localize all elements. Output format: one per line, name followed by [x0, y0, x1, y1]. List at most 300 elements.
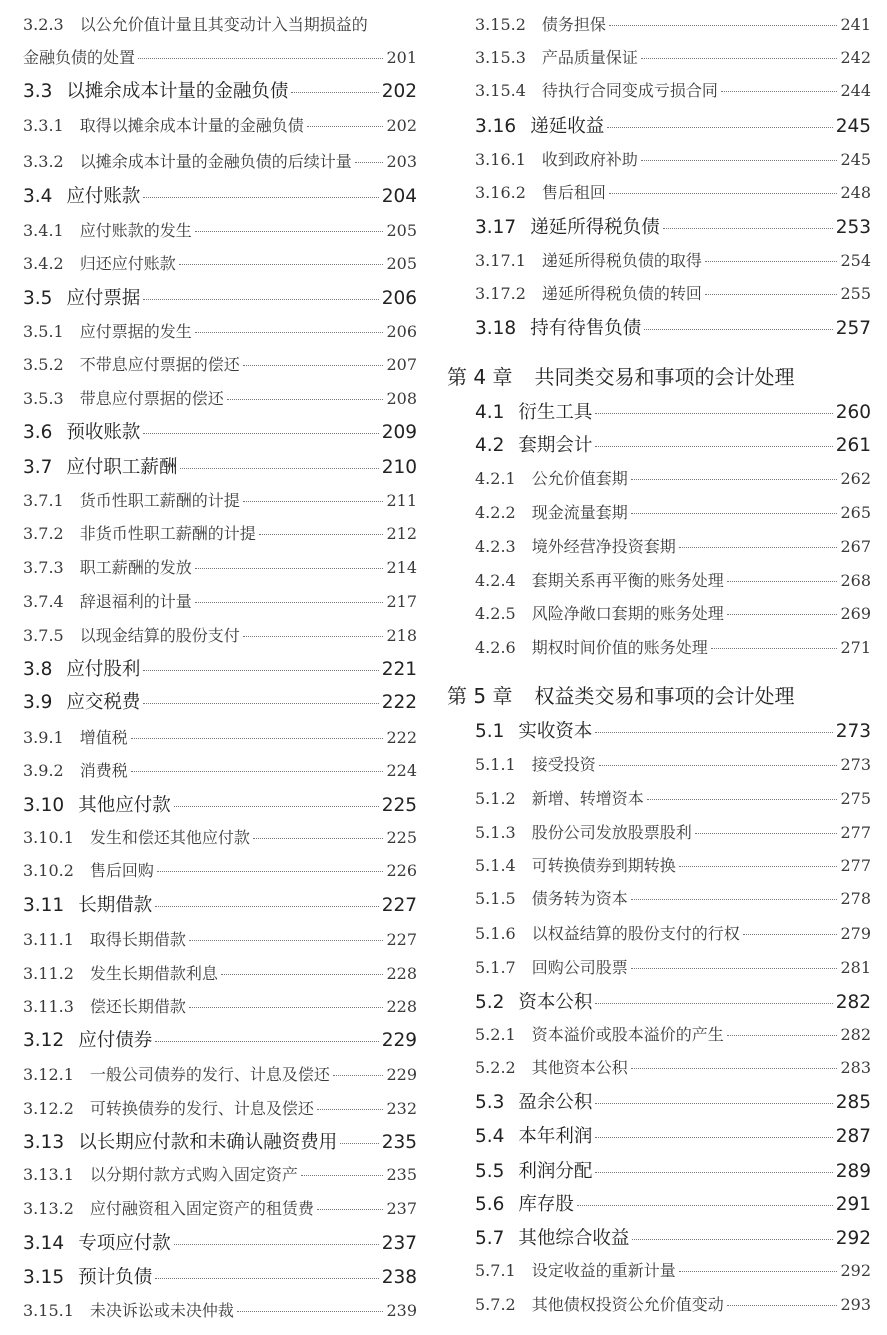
toc-entry-page: 253 — [835, 217, 871, 238]
toc-entry-number: 4.2.5 — [475, 604, 516, 623]
toc-entry-page: 206 — [386, 322, 417, 341]
dot-leader — [189, 940, 384, 941]
toc-entry-number: 3.7.3 — [23, 558, 64, 577]
toc-entry-number: 3.13 — [23, 1132, 65, 1153]
dot-leader — [131, 771, 384, 772]
dot-leader — [705, 261, 838, 262]
toc-entry — [475, 1292, 871, 1315]
toc-entry-number: 4.2.2 — [475, 503, 516, 522]
toc-entry-title: 以长期应付款和未确认融资费用 — [78, 1132, 338, 1153]
dot-leader — [595, 732, 832, 733]
toc-entry — [475, 955, 871, 978]
toc-entry-title: 盈余公积 — [518, 1092, 593, 1113]
toc-entry-title: 以摊余成本计量的金融负债 — [66, 81, 289, 102]
toc-entry-page: 262 — [840, 469, 871, 488]
dot-leader — [577, 1205, 833, 1206]
toc-entry-title: 递延收益 — [530, 116, 605, 137]
dot-leader — [721, 91, 838, 92]
dot-leader — [679, 547, 838, 548]
toc-entry — [23, 488, 417, 511]
toc-entry-page: 254 — [840, 251, 871, 270]
toc-entry-title: 其他资本公积 — [531, 1058, 628, 1077]
toc-entry — [23, 1196, 417, 1219]
toc-entry-number: 5.2 — [475, 992, 505, 1013]
toc-entry-title: 取得长期借款 — [89, 930, 186, 949]
toc-entry-page: 278 — [840, 889, 871, 908]
toc-entry-number: 5.7.2 — [475, 1295, 516, 1314]
dot-leader — [743, 934, 838, 935]
toc-entry-title: 风险净敞口套期的账务处理 — [531, 604, 724, 623]
dot-leader — [355, 162, 384, 163]
toc-entry-title: 消费税 — [79, 761, 128, 780]
toc-entry — [475, 534, 871, 557]
toc-entry-number: 3.2.3 — [23, 15, 64, 34]
dot-leader — [599, 765, 838, 766]
toc-entry-title: 设定收益的重新计量 — [531, 1261, 676, 1280]
toc-entry-page: 238 — [381, 1267, 417, 1288]
dot-leader — [607, 127, 832, 128]
dot-leader — [143, 197, 378, 198]
toc-entry-title: 以分期付款方式购入固定资产 — [89, 1165, 298, 1184]
toc-entry-page: 283 — [840, 1058, 871, 1077]
toc-entry-page: 268 — [840, 571, 871, 590]
toc-entry-title: 偿还长期借款 — [89, 997, 186, 1016]
dot-leader — [143, 433, 378, 434]
toc-entry — [23, 927, 417, 950]
toc-entry-title: 不带息应付票据的偿还 — [79, 355, 240, 374]
dot-leader — [195, 602, 384, 603]
toc-entry — [475, 281, 871, 304]
toc-entry-page: 282 — [835, 992, 871, 1013]
toc-entry-page: 273 — [835, 721, 871, 742]
toc-entry — [23, 1096, 417, 1119]
toc-entry-page: 265 — [840, 503, 871, 522]
toc-entry — [23, 319, 417, 342]
toc-entry-page: 281 — [840, 958, 871, 977]
toc-entry — [475, 752, 871, 775]
toc-entry-page: 206 — [381, 288, 417, 309]
toc-entry-number: 3.9.1 — [23, 728, 64, 747]
toc-entry-page: 287 — [835, 1126, 871, 1147]
toc-entry — [475, 147, 871, 170]
toc-entry-title: 发生长期借款利息 — [89, 964, 218, 983]
toc-entry-page: 207 — [386, 355, 417, 374]
toc-entry-page: 208 — [386, 389, 417, 408]
toc-entry-number: 3.3.1 — [23, 116, 64, 135]
toc-entry-title: 回购公司股票 — [531, 958, 628, 977]
dot-leader — [243, 636, 384, 637]
toc-entry-title: 待执行合同变成亏损合同 — [541, 81, 718, 100]
toc-entry-number: 3.3 — [23, 81, 53, 102]
toc-entry-title: 货币性职工薪酬的计提 — [79, 491, 240, 510]
dot-leader — [631, 968, 838, 969]
toc-entry — [23, 77, 417, 103]
toc-entry — [23, 994, 417, 1017]
toc-entry-page: 241 — [840, 15, 871, 34]
toc-entry-page: 237 — [386, 1199, 417, 1218]
dot-leader — [727, 614, 838, 615]
toc-entry-number: 3.4 — [23, 186, 53, 207]
dot-leader — [221, 974, 384, 975]
toc-entry-title: 套期关系再平衡的账务处理 — [531, 571, 724, 590]
toc-entry — [475, 398, 871, 424]
toc-entry-number: 3.15 — [23, 1267, 65, 1288]
toc-entry — [23, 655, 417, 681]
dot-leader — [143, 703, 378, 704]
toc-entry-number: 5.7.1 — [475, 1261, 516, 1280]
toc-entry-page: 209 — [381, 422, 417, 443]
toc-entry-number: 3.15.2 — [475, 15, 526, 34]
toc-entry-title: 产品质量保证 — [541, 48, 638, 67]
toc-entry-number: 3.4.2 — [23, 254, 64, 273]
toc-entry-page: 255 — [840, 284, 871, 303]
toc-entry-title: 职工薪酬的发放 — [79, 558, 192, 577]
dot-leader — [595, 446, 832, 447]
dot-leader — [301, 1175, 384, 1176]
toc-entry-title: 应付融资租入固定资产的租赁费 — [89, 1199, 314, 1218]
toc-entry-page: 271 — [840, 638, 871, 657]
toc-entry-page: 225 — [381, 795, 417, 816]
toc-entry-page: 202 — [381, 81, 417, 102]
toc-entry — [475, 601, 871, 624]
toc-entry-page: 248 — [840, 183, 871, 202]
dot-leader — [727, 1305, 838, 1306]
dot-leader — [157, 871, 384, 872]
toc-entry — [475, 213, 871, 239]
dot-leader — [179, 264, 384, 265]
toc-entry-title: 以现金结算的股份支付 — [79, 626, 240, 645]
toc-entry — [23, 1229, 417, 1255]
toc-entry-number: 3.16.2 — [475, 183, 526, 202]
toc-entry — [23, 825, 417, 848]
toc-entry — [23, 352, 417, 375]
toc-entry-title: 金融负债的处置 — [23, 48, 136, 67]
dot-leader — [695, 833, 838, 834]
toc-entry-title: 衍生工具 — [518, 402, 593, 423]
toc-entry-page: 261 — [835, 435, 871, 456]
toc-entry-number: 3.16.1 — [475, 150, 526, 169]
toc-entry-page: 221 — [381, 659, 417, 680]
toc-entry-page: 293 — [840, 1295, 871, 1314]
toc-entry — [23, 688, 417, 714]
toc-entry-number: 5.1.2 — [475, 789, 516, 808]
toc-entry-title: 预收账款 — [66, 422, 141, 443]
toc-entry-number: 5.1.1 — [475, 755, 516, 774]
toc-entry — [23, 113, 417, 136]
toc-entry-title: 辞退福利的计量 — [79, 592, 192, 611]
toc-entry — [23, 251, 417, 274]
dot-leader — [291, 92, 378, 93]
toc-entry-number: 5.6 — [475, 1194, 505, 1215]
toc-entry-title: 应付账款的发生 — [79, 221, 192, 240]
toc-entry — [475, 635, 871, 658]
toc-entry-title: 递延所得税负债的转回 — [541, 284, 702, 303]
toc-entry-number: 3.10.2 — [23, 861, 74, 880]
toc-entry — [23, 858, 417, 881]
toc-entry-number: 3.7.2 — [23, 524, 64, 543]
toc-entry-number: 3.9.2 — [23, 761, 64, 780]
toc-entry-title: 带息应付票据的偿还 — [79, 389, 224, 408]
dot-leader — [595, 1172, 832, 1173]
toc-entry-number: 4.2.3 — [475, 537, 516, 556]
dot-leader — [253, 838, 384, 839]
toc-entry-page: 232 — [386, 1099, 417, 1118]
toc-entry — [475, 1088, 871, 1114]
toc-entry — [23, 12, 417, 35]
dot-leader — [631, 899, 838, 900]
dot-leader — [143, 670, 378, 671]
toc-entry-page: 222 — [386, 728, 417, 747]
toc-entry-number: 3.10 — [23, 795, 65, 816]
toc-entry — [23, 218, 417, 241]
toc-entry-title: 非货币性职工薪酬的计提 — [79, 524, 256, 543]
dot-leader — [663, 228, 833, 229]
toc-entry-title: 长期借款 — [78, 895, 153, 916]
toc-entry-title: 发生和偿还其他应付款 — [89, 828, 250, 847]
dot-leader — [195, 568, 384, 569]
toc-entry-title: 持有待售负债 — [530, 318, 642, 339]
toc-entry-page: 205 — [386, 254, 417, 273]
toc-entry-number: 3.11.2 — [23, 964, 74, 983]
toc-entry — [475, 314, 871, 340]
toc-entry-number: 3.7.1 — [23, 491, 64, 510]
toc-entry-title: 应交税费 — [66, 692, 141, 713]
toc-entry-title: 套期会计 — [518, 435, 593, 456]
dot-leader — [679, 866, 838, 867]
toc-entry-title: 境外经营净投资套期 — [531, 537, 676, 556]
toc-entry-number: 第 4 章 — [447, 365, 513, 389]
toc-entry — [475, 1224, 871, 1250]
toc-entry-page: 245 — [835, 116, 871, 137]
toc-entry — [475, 717, 871, 743]
toc-entry-number: 5.1.7 — [475, 958, 516, 977]
dot-leader — [727, 581, 838, 582]
toc-entry-number: 3.5.3 — [23, 389, 64, 408]
toc-entry-page: 201 — [386, 48, 417, 67]
toc-entry-page: 211 — [386, 491, 417, 510]
toc-entry — [475, 1157, 871, 1183]
toc-entry-title: 以摊余成本计量的金融负债的后续计量 — [79, 152, 352, 171]
toc-entry-page: 244 — [840, 81, 871, 100]
toc-entry-page: 235 — [386, 1165, 417, 1184]
toc-entry-title: 利润分配 — [518, 1161, 593, 1182]
dot-leader — [317, 1209, 384, 1210]
toc-entry — [23, 1062, 417, 1085]
toc-entry-title: 取得以摊余成本计量的金融负债 — [79, 116, 304, 135]
toc-entry-title: 现金流量套期 — [531, 503, 628, 522]
dot-leader — [155, 1041, 378, 1042]
dot-leader — [259, 534, 384, 535]
toc-entry-title: 公允价值套期 — [531, 469, 628, 488]
toc-entry — [447, 361, 871, 390]
toc-entry — [23, 891, 417, 917]
toc-entry — [475, 886, 871, 909]
toc-entry-number: 3.17 — [475, 217, 517, 238]
toc-entry-page: 205 — [386, 221, 417, 240]
dot-leader — [609, 25, 838, 26]
toc-entry — [475, 786, 871, 809]
toc-entry-title: 接受投资 — [531, 755, 596, 774]
toc-entry-number: 3.12.1 — [23, 1065, 74, 1084]
toc-entry-number: 3.13.2 — [23, 1199, 74, 1218]
toc-entry — [475, 500, 871, 523]
toc-entry — [475, 820, 871, 843]
dot-leader — [340, 1143, 378, 1144]
toc-entry-title: 资本溢价或股本溢价的产生 — [531, 1025, 724, 1044]
dot-leader — [609, 193, 838, 194]
toc-entry-page: 257 — [835, 318, 871, 339]
toc-entry-number: 5.7 — [475, 1228, 505, 1249]
toc-entry — [475, 180, 871, 203]
toc-entry-page: 202 — [386, 116, 417, 135]
toc-entry-title: 预计负债 — [78, 1267, 153, 1288]
toc-entry-title: 售后回购 — [89, 861, 154, 880]
toc-entry-number: 3.16 — [475, 116, 517, 137]
toc-entry-number: 5.1.3 — [475, 823, 516, 842]
toc-entry-number: 3.8 — [23, 659, 53, 680]
toc-entry-number: 4.2.1 — [475, 469, 516, 488]
dot-leader — [237, 1311, 384, 1312]
toc-entry-title: 应付职工薪酬 — [66, 457, 178, 478]
toc-entry-number: 5.5 — [475, 1161, 505, 1182]
toc-entry-title: 股份公司发放股票股利 — [531, 823, 692, 842]
toc-entry-page: 282 — [840, 1025, 871, 1044]
toc-entry-number: 3.7.4 — [23, 592, 64, 611]
toc-entry-number: 3.4.1 — [23, 221, 64, 240]
toc-entry — [23, 418, 417, 444]
toc-entry-number: 5.3 — [475, 1092, 505, 1113]
toc-entry-number: 5.2.1 — [475, 1025, 516, 1044]
toc-entry-page: 275 — [840, 789, 871, 808]
toc-entry-title: 债务转为资本 — [531, 889, 628, 908]
toc-entry-title: 应付票据的发生 — [79, 322, 192, 341]
toc-entry-title: 本年利润 — [518, 1126, 593, 1147]
toc-entry-number: 3.5.2 — [23, 355, 64, 374]
dot-leader — [174, 1244, 379, 1245]
toc-entry-title: 应付债券 — [78, 1030, 153, 1051]
toc-entry-number: 3.3.2 — [23, 152, 64, 171]
toc-entry-title: 以权益结算的股份支付的行权 — [531, 924, 740, 943]
toc-entry-number: 3.10.1 — [23, 828, 74, 847]
dot-leader — [647, 799, 838, 800]
toc-entry-title: 应付票据 — [66, 288, 141, 309]
dot-leader — [641, 160, 838, 161]
dot-leader — [131, 738, 384, 739]
toc-entry — [23, 555, 417, 578]
toc-entry — [475, 45, 871, 68]
toc-entry — [475, 78, 871, 101]
toc-entry-page: 203 — [386, 152, 417, 171]
toc-entry-page: 289 — [835, 1161, 871, 1182]
toc-entry-number: 3.7.5 — [23, 626, 64, 645]
toc-entry-page: 292 — [835, 1228, 871, 1249]
toc-entry-number: 5.1 — [475, 721, 505, 742]
toc-entry — [475, 1258, 871, 1281]
dot-leader — [595, 1137, 832, 1138]
toc-entry — [475, 466, 871, 489]
toc-entry-number: 5.4 — [475, 1126, 505, 1147]
dot-leader — [333, 1075, 384, 1076]
toc-entry-title: 新增、转增资本 — [531, 789, 644, 808]
toc-entry-title: 库存股 — [518, 1194, 574, 1215]
dot-leader — [155, 1278, 378, 1279]
toc-entry — [475, 1122, 871, 1148]
toc-entry-page: 212 — [386, 524, 417, 543]
toc-entry-title: 一般公司债券的发行、计息及偿还 — [89, 1065, 330, 1084]
toc-entry — [475, 921, 871, 944]
toc-entry-number: 4.2 — [475, 435, 505, 456]
toc-entry-number: 第 5 章 — [447, 684, 513, 708]
toc-entry-title: 应付股利 — [66, 659, 141, 680]
toc-entry-page: 228 — [386, 964, 417, 983]
dot-leader — [679, 1271, 838, 1272]
dot-leader — [595, 1003, 832, 1004]
toc-entry-page: 214 — [386, 558, 417, 577]
toc-entry — [23, 725, 417, 748]
dot-leader — [632, 1239, 832, 1240]
toc-entry — [475, 1022, 871, 1045]
toc-entry-page: 273 — [840, 755, 871, 774]
toc-entry-title: 专项应付款 — [78, 1233, 171, 1254]
toc-entry-page: 260 — [835, 402, 871, 423]
toc-entry-title: 其他综合收益 — [518, 1228, 630, 1249]
toc-entry-page: 269 — [840, 604, 871, 623]
toc-entry-page: 229 — [386, 1065, 417, 1084]
toc-entry — [23, 758, 417, 781]
toc-entry-title: 实收资本 — [518, 721, 593, 742]
toc-entry — [475, 248, 871, 271]
dot-leader — [631, 513, 838, 514]
dot-leader — [189, 1007, 384, 1008]
toc-entry — [23, 1128, 417, 1154]
toc-entry-title: 可转换债券的发行、计息及偿还 — [89, 1099, 314, 1118]
toc-entry — [23, 1162, 417, 1185]
dot-leader — [307, 126, 384, 127]
toc-entry — [23, 961, 417, 984]
toc-entry — [475, 112, 871, 138]
toc-entry-title: 递延所得税负债 — [530, 217, 660, 238]
toc-entry-number: 3.12 — [23, 1030, 65, 1051]
toc-entry-title: 权益类交易和事项的会计处理 — [534, 684, 795, 708]
toc-entry-title: 期权时间价值的账务处理 — [531, 638, 708, 657]
toc-entry-page: 235 — [381, 1132, 417, 1153]
toc-entry — [475, 988, 871, 1014]
toc-entry-title: 未决诉讼或未决仲裁 — [89, 1301, 234, 1320]
toc-entry-page: 292 — [840, 1261, 871, 1280]
dot-leader — [138, 58, 383, 59]
toc-entry-number: 3.15.1 — [23, 1301, 74, 1320]
toc-entry — [475, 568, 871, 591]
toc-entry-number: 4.2.4 — [475, 571, 516, 590]
toc-entry-page: 227 — [386, 930, 417, 949]
dot-leader — [595, 1103, 832, 1104]
toc-entry-page: 239 — [386, 1301, 417, 1320]
toc-entry-number: 4.2.6 — [475, 638, 516, 657]
toc-entry-title: 以公允价值计量且其变动计入当期损益的 — [79, 15, 368, 34]
toc-entry-number: 3.5 — [23, 288, 53, 309]
dot-leader — [243, 365, 384, 366]
toc-entry-number: 3.11.3 — [23, 997, 74, 1016]
toc-entry-page: 204 — [381, 186, 417, 207]
toc-entry-page: 277 — [840, 856, 871, 875]
toc-entry-page: 237 — [381, 1233, 417, 1254]
toc-entry-number: 4.1 — [475, 402, 505, 423]
toc-entry-number: 3.5.1 — [23, 322, 64, 341]
toc-entry-title: 债务担保 — [541, 15, 606, 34]
toc-entry — [475, 1055, 871, 1078]
toc-entry-title: 递延所得税负债的取得 — [541, 251, 702, 270]
toc-entry-number: 3.9 — [23, 692, 53, 713]
